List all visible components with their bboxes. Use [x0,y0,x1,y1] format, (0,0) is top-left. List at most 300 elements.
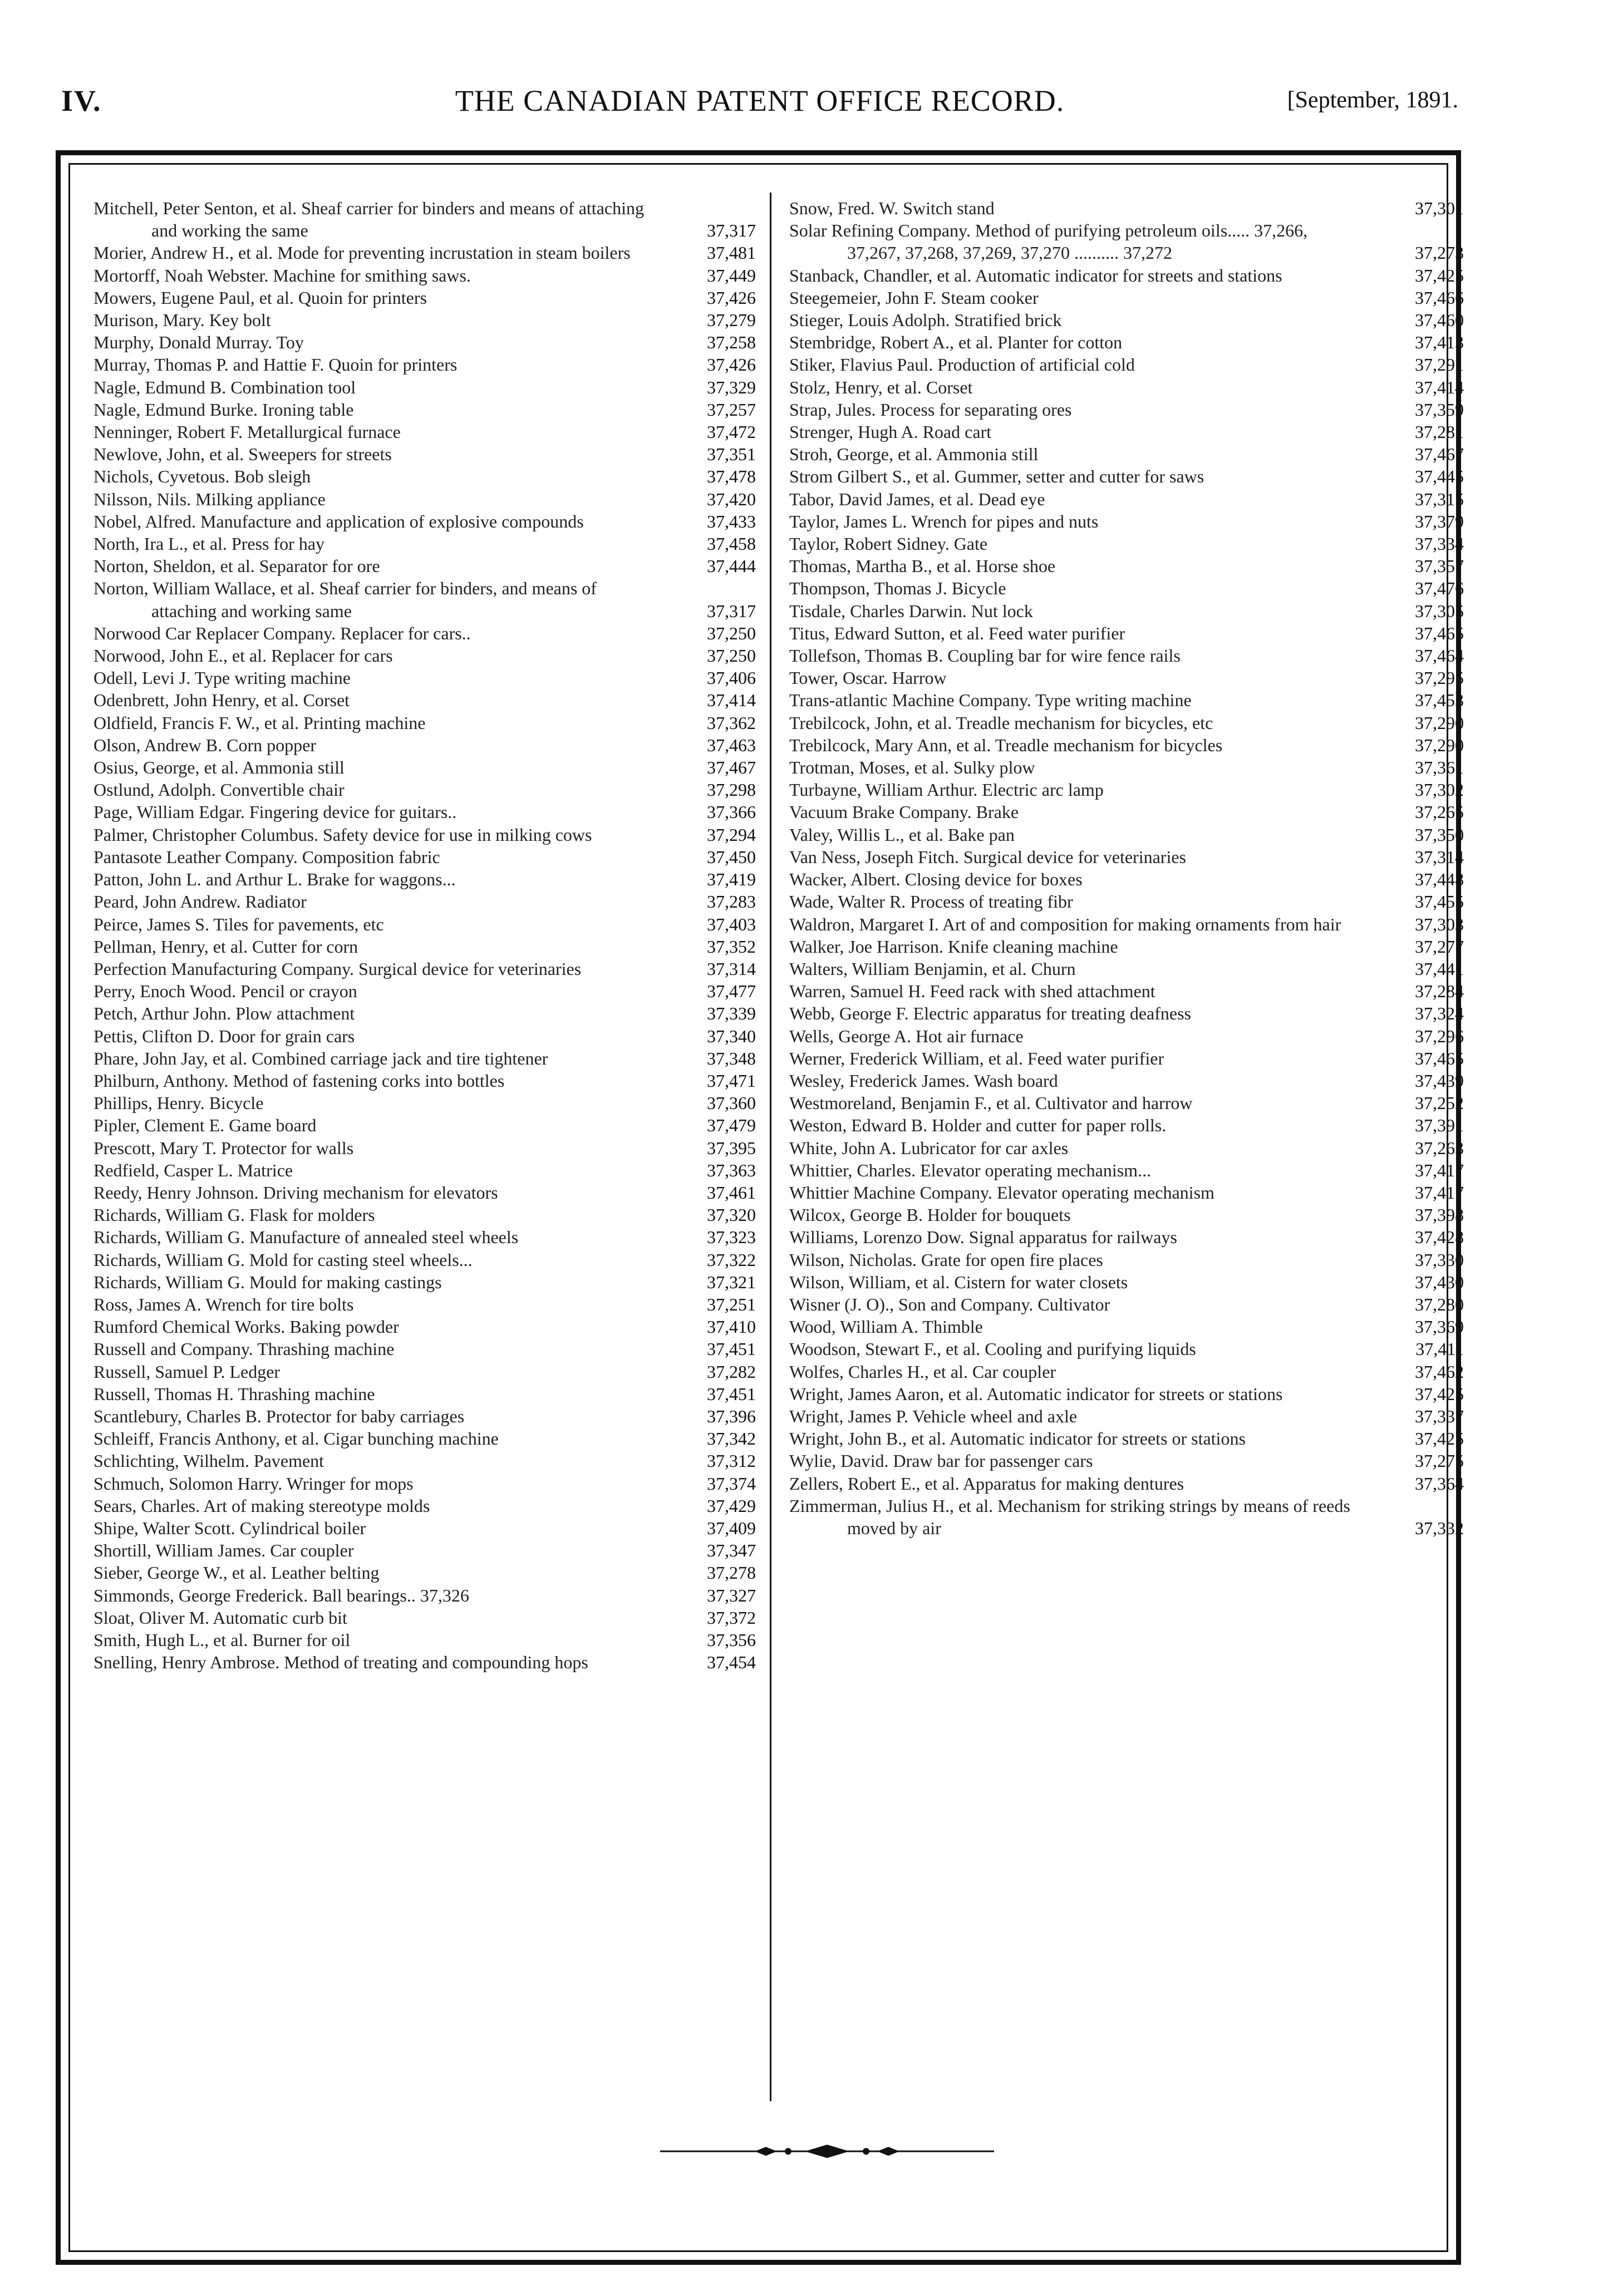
index-entry [94,353,756,376]
entry-text: Schmuch, Solomon Harry. Wringer for mops [94,1473,414,1494]
entry-text: Norwood, John E., et al. Replacer for cars [94,646,393,666]
entry-text: Wade, Walter R. Process of treating fibr [789,891,1073,912]
entry-text: Trebilcock, Mary Ann, et al. Treadle mechanism for bicycles [789,735,1223,755]
entry-text: Wood, William A. Thimble [789,1317,983,1337]
index-entry [94,1651,756,1673]
patent-number: 37,466 [1415,287,1464,308]
index-entry [789,1472,1464,1495]
entry-text: Perry, Enoch Wood. Pencil or crayon [94,981,357,1002]
issue-date: [September, 1891. [1287,87,1458,113]
entry-text: Woodson, Stewart F., et al. Cooling and purifying liquids [789,1339,1196,1359]
entry-text: Odenbrett, John Henry, et al. Corset [94,690,350,711]
index-entry [94,465,756,487]
patent-number: 37,337 [1415,1406,1464,1426]
patent-number: 37,478 [707,466,756,487]
entry-text: Sears, Charles. Art of making stereotype molds [94,1495,430,1516]
patent-number: 37,396 [707,1406,756,1426]
entry-text: Ross, James A. Wrench for tire bolts [94,1294,354,1314]
index-entry [789,1450,1464,1472]
entry-text: Wolfes, Charles H., et al. Car coupler [789,1361,1056,1382]
index-entry [94,197,756,242]
entry-text: Wright, James P. Vehicle wheel and axle [789,1406,1078,1426]
entry-text: Sloat, Oliver M. Automatic curb bit [94,1607,347,1628]
index-entry [94,756,756,779]
patent-number: 37,348 [707,1048,756,1068]
index-entry [94,242,756,264]
index-entry [94,622,756,644]
entry-text: Nagle, Edmund Burke. Ironing table [94,399,354,420]
index-entry [94,1070,756,1092]
index-entry [789,756,1464,779]
index-entry [94,264,756,287]
entry-text: Stanback, Chandler, et al. Automatic indicator for streets and stations [789,265,1282,285]
index-entry [94,801,756,823]
index-entry [789,488,1464,510]
entry-text: Trotman, Moses, et al. Sulky plow [789,757,1035,778]
publication-title: THE CANADIAN PATENT OFFICE RECORD. [455,84,1065,117]
patent-number: 37,439 [1415,1070,1464,1091]
entry-text: Murison, Mary. Key bolt [94,310,271,331]
entry-text: Titus, Edward Sutton, et al. Feed water purifier [789,623,1125,643]
entry-text: Mowers, Eugene Paul, et al. Quoin for printers [94,287,427,308]
patent-number: 37,317 [707,600,756,621]
index-entry [94,824,756,846]
index-entry [94,577,756,622]
entry-text: Solar Refining Company. Method of purifying petroleum oils..... 37,266, 37,267, 37,268, 37,269, 37,270 .......... 37,272 [789,220,1308,263]
patent-number: 37,465 [1415,623,1464,643]
index-entry [789,398,1464,421]
index-entry [789,913,1464,935]
index-entry [789,376,1464,398]
patent-number: 37,321 [707,1272,756,1292]
patent-number: 37,342 [707,1428,756,1449]
patent-number: 37,252 [1415,1093,1464,1113]
patent-number: 37,327 [707,1585,756,1605]
patent-number: 37,403 [707,914,756,934]
index-entry [94,1226,756,1248]
entry-text: Wisner (J. O)., Son and Company. Cultivator [789,1294,1110,1314]
entry-text: Norwood Car Replacer Company. Replacer for cars.. [94,623,471,643]
page-frame [56,150,1464,2265]
entry-text: Westmoreland, Benjamin F., et al. Cultivator and harrow [789,1093,1193,1113]
entry-text: Norton, Sheldon, et al. Separator for ore [94,556,380,577]
patent-number: 37,282 [707,1361,756,1382]
index-entry [789,1293,1464,1315]
patent-number: 37,410 [707,1317,756,1337]
patent-number: 37,317 [707,220,756,241]
inner-frame [68,163,1464,2252]
patent-number: 37,460 [1415,310,1464,331]
index-entry [94,331,756,353]
patent-number: 37,476 [1415,578,1464,599]
entry-text: Prescott, Mary T. Protector for walls [94,1137,354,1158]
patent-number: 37,426 [707,354,756,375]
index-entry [94,779,756,801]
index-entry [789,622,1464,644]
patent-number: 37,347 [707,1540,756,1561]
index-entry [94,510,756,533]
entry-text: Russell, Thomas H. Thrashing machine [94,1383,375,1404]
entry-text: Thomas, Martha B., et al. Horse shoe [789,556,1056,577]
index-entry [789,846,1464,868]
patent-number: 37,430 [1415,1272,1464,1292]
patent-number: 37,359 [1415,399,1464,420]
index-entry [789,1204,1464,1226]
page-header [61,83,1458,128]
patent-number: 37,351 [707,444,756,465]
index-entry [94,1293,756,1315]
entry-text: Whittier Machine Company. Elevator operating mechanism [789,1182,1214,1203]
entry-text: Schleiff, Francis Anthony, et al. Cigar bunching machine [94,1428,499,1449]
index-entry [789,1047,1464,1070]
index-entry [94,533,756,555]
index-entry [94,667,756,689]
index-entry [94,421,756,443]
entry-text: Nilsson, Nils. Milking appliance [94,489,326,509]
patent-number: 37,413 [1415,332,1464,353]
entry-text: Tisdale, Charles Darwin. Nut lock [789,600,1033,621]
left-column [94,197,756,1673]
index-entry [789,443,1464,465]
patent-number: 37,450 [707,846,756,867]
patent-number: 37,265 [1415,802,1464,822]
patent-number: 37,330 [1415,1249,1464,1270]
index-entry [789,465,1464,487]
entry-text: Tollefson, Thomas B. Coupling bar for wire fence rails [789,646,1181,666]
patent-number: 37,451 [707,1383,756,1404]
patent-number: 37,406 [707,668,756,688]
index-entry [789,1427,1464,1450]
index-entry [789,264,1464,287]
entry-text: Nagle, Edmund B. Combination tool [94,377,356,397]
index-entry [94,1338,756,1360]
index-entry [94,287,756,309]
patent-number: 37,356 [707,1630,756,1650]
ornament-divider [660,2140,994,2162]
patent-number: 37,303 [1415,914,1464,934]
entry-text: Turbayne, William Arthur. Electric arc lamp [789,780,1104,800]
entry-text: Peirce, James S. Tiles for pavements, etc [94,914,384,934]
patent-number: 37,449 [707,265,756,285]
index-entry [94,1629,756,1651]
index-entry [94,443,756,465]
patent-number: 37,352 [707,936,756,957]
index-entry [94,1271,756,1293]
entry-text: Shortill, William James. Car coupler [94,1540,354,1561]
index-entry [94,555,756,577]
patent-number: 37,445 [1415,466,1464,487]
patent-number: 37,290 [1415,712,1464,733]
entry-text: Pellman, Henry, et al. Cutter for corn [94,936,358,957]
right-column [789,197,1464,1539]
index-entry [94,1383,756,1405]
index-entry [789,935,1464,958]
entry-text: Taylor, James L. Wrench for pipes and nuts [789,511,1099,531]
patent-number: 37,461 [707,1182,756,1203]
index-entry [94,1450,756,1472]
patent-number: 37,332 [1415,1517,1464,1538]
index-entry [789,1114,1464,1136]
index-entry [789,197,1464,219]
index-entry [789,980,1464,1002]
patent-number: 37,257 [707,399,756,420]
entry-text: Philburn, Anthony. Method of fastening corks into bottles [94,1070,505,1091]
patent-number: 37,444 [707,556,756,577]
patent-number: 37,409 [707,1517,756,1538]
index-entry [789,510,1464,533]
index-entry [789,1495,1464,1539]
index-entry [94,1047,756,1070]
entry-text: Wacker, Albert. Closing device for boxes [789,869,1083,890]
index-entry [789,644,1464,667]
index-entry [789,1025,1464,1047]
entry-text: Nobel, Alfred. Manufacture and application of explosive compounds [94,511,584,531]
index-entry [94,376,756,398]
index-entry [789,824,1464,846]
patent-number: 37,458 [707,534,756,554]
index-entry [789,689,1464,711]
patent-number: 37,283 [707,891,756,912]
entry-text: Shipe, Walter Scott. Cylindrical boiler [94,1517,366,1538]
index-entry [94,890,756,913]
entry-text: Nenninger, Robert F. Metallurgical furnace [94,422,401,442]
patent-number: 37,324 [1415,1003,1464,1024]
entry-text: North, Ira L., et al. Press for hay [94,534,324,554]
entry-text: Whittier, Charles. Elevator operating mechanism... [789,1160,1152,1180]
patent-number: 37,391 [1415,1115,1464,1136]
entry-text: Williams, Lorenzo Dow. Signal apparatus for railways [789,1227,1177,1248]
patent-number: 37,425 [1415,1428,1464,1449]
entry-text: Zimmerman, Julius H., et al. Mechanism for striking strings by means of reeds moved by air [789,1495,1350,1538]
index-entry [789,600,1464,622]
index-entry [789,1249,1464,1271]
index-entry [94,1025,756,1047]
index-entry [94,980,756,1002]
index-entry [789,309,1464,331]
entry-text: Russell, Samuel P. Ledger [94,1361,281,1382]
entry-text: Werner, Frederick William, et al. Feed water purifier [789,1048,1164,1068]
patent-number: 37,302 [1415,780,1464,800]
index-entry [789,577,1464,599]
entry-text: Vacuum Brake Company. Brake [789,802,1019,822]
entry-text: Wilcox, George B. Holder for bouquets [789,1205,1071,1225]
entry-text: Strenger, Hugh A. Road cart [789,422,992,442]
entry-text: Wright, John B., et al. Automatic indicator for streets or stations [789,1428,1246,1449]
patent-number: 37,275 [1415,1451,1464,1471]
index-entry [94,1539,756,1561]
patent-number: 37,417 [1415,1182,1464,1203]
entry-text: Warren, Samuel H. Feed rack with shed attachment [789,981,1155,1002]
entry-text: Ostlund, Adolph. Convertible chair [94,780,345,800]
entry-text: Steegemeier, John F. Steam cooker [789,287,1039,308]
patent-number: 37,455 [1415,891,1464,912]
entry-text: Richards, William G. Mould for making castings [94,1272,442,1292]
patent-number: 37,360 [707,1093,756,1113]
patent-number: 37,301 [1415,198,1464,218]
patent-number: 37,420 [707,489,756,509]
entry-text: Pipler, Clement E. Game board [94,1115,317,1136]
index-entry [94,1607,756,1629]
patent-number: 37,454 [707,1652,756,1673]
index-entry [789,667,1464,689]
index-entry [94,1204,756,1226]
entry-text: Smith, Hugh L., et al. Burner for oil [94,1630,351,1650]
entry-text: Rumford Chemical Works. Baking powder [94,1317,399,1337]
index-entry [789,353,1464,376]
entry-text: Murphy, Donald Murray. Toy [94,332,304,353]
entry-text: Simmonds, George Frederick. Ball bearings.. 37,326 [94,1585,469,1605]
entry-text: Walters, William Benjamin, et al. Churn [789,958,1076,979]
entry-text: Wells, George A. Hot air furnace [789,1026,1024,1046]
page-number: IV. [61,84,102,117]
index-entry [789,1405,1464,1427]
patent-number: 37,291 [1415,354,1464,375]
index-entry [789,712,1464,734]
index-entry [789,779,1464,801]
column-divider [770,193,771,2101]
index-entry [94,1114,756,1136]
index-entry [94,1561,756,1584]
index-entry [789,1092,1464,1114]
patent-number: 37,479 [707,1115,756,1136]
patent-number: 37,314 [707,958,756,979]
patent-number: 37,425 [1415,265,1464,285]
patent-number: 37,329 [707,377,756,397]
index-entry [94,1472,756,1495]
index-entry [789,1226,1464,1248]
patent-number: 37,340 [707,1026,756,1046]
entry-text: Wilson, Nicholas. Grate for open fire places [789,1249,1103,1270]
patent-number: 37,462 [1415,1361,1464,1382]
entry-text: Richards, William G. Mold for casting steel wheels... [94,1249,473,1270]
patent-number: 37,395 [707,1137,756,1158]
entry-text: Wilson, William, et al. Cistern for water closets [789,1272,1128,1292]
patent-number: 37,467 [1415,444,1464,465]
entry-text: White, John A. Lubricator for car axles [789,1137,1069,1158]
index-entry [94,846,756,868]
patent-number: 37,465 [1415,1048,1464,1068]
patent-number: 37,428 [1415,1227,1464,1248]
entry-text: Snelling, Henry Ambrose. Method of treating and compounding hops [94,1652,588,1673]
index-entry [789,533,1464,555]
entry-text: Phare, John Jay, et al. Combined carriage jack and tire tightener [94,1048,548,1068]
patent-number: 37,290 [1415,735,1464,755]
entry-text: Reedy, Henry Johnson. Driving mechanism for elevators [94,1182,498,1203]
patent-number: 37,294 [707,824,756,845]
entry-text: Patton, John L. and Arthur L. Brake for waggons... [94,869,456,890]
index-entry [94,1181,756,1204]
entry-text: Zellers, Robert E., et al. Apparatus for making dentures [789,1473,1184,1494]
entry-text: Thompson, Thomas J. Bicycle [789,578,1006,599]
index-entry [94,1315,756,1338]
index-entry [94,913,756,935]
index-entry [94,1092,756,1114]
index-entry [94,1137,756,1159]
patent-number: 37,411 [1415,1339,1464,1359]
patent-number: 37,315 [1415,489,1464,509]
patent-number: 37,357 [1415,556,1464,577]
patent-number: 37,429 [707,1495,756,1516]
patent-number: 37,305 [1415,600,1464,621]
patent-number: 37,362 [707,712,756,733]
index-entry [789,1002,1464,1024]
index-entry [94,1584,756,1607]
index-entry [789,1159,1464,1181]
index-entry [94,1405,756,1427]
entry-text: Richards, William G. Flask for molders [94,1205,375,1225]
patent-number: 37,258 [707,332,756,353]
entry-text: Valey, Willis L., et al. Bake pan [789,824,1015,845]
index-entry [94,689,756,711]
entry-text: Morier, Andrew H., et al. Mode for preventing incrustation in steam boilers [94,243,631,263]
entry-text: Van Ness, Joseph Fitch. Surgical device for veterinaries [789,846,1186,867]
index-entry [94,958,756,980]
entry-text: Strap, Jules. Process for separating ores [789,399,1072,420]
patent-number: 37,441 [1415,958,1464,979]
patent-number: 37,281 [1415,422,1464,442]
patent-number: 37,414 [707,690,756,711]
entry-text: Stiker, Flavius Paul. Production of artificial cold [789,354,1135,375]
entry-text: Olson, Andrew B. Corn popper [94,735,316,755]
patent-number: 37,361 [1415,757,1464,778]
patent-number: 37,372 [707,1607,756,1628]
patent-number: 37,314 [1415,846,1464,867]
patent-number: 37,366 [707,802,756,822]
entry-text: Perfection Manufacturing Company. Surgical device for veterinaries [94,958,582,979]
entry-text: Strom Gilbert S., et al. Gummer, setter and cutter for saws [789,466,1204,487]
patent-number: 37,279 [707,310,756,331]
index-entry [789,734,1464,756]
index-entry [94,1427,756,1450]
entry-text: Oldfield, Francis F. W., et al. Printing machine [94,712,426,733]
entry-text: Sieber, George W., et al. Leather belting [94,1563,380,1583]
patent-number: 37,453 [1415,690,1464,711]
entry-text: Taylor, Robert Sidney. Gate [789,534,988,554]
patent-number: 37,379 [1415,511,1464,531]
patent-number: 37,280 [1415,1294,1464,1314]
entry-text: Peard, John Andrew. Radiator [94,891,307,912]
index-entry [789,958,1464,980]
index-entry [94,398,756,421]
entry-text: Walker, Joe Harrison. Knife cleaning machine [789,936,1118,957]
patent-number: 37,334 [1415,534,1464,554]
patent-number: 37,263 [1415,1137,1464,1158]
patent-number: 37,398 [1415,1205,1464,1225]
index-entry [789,219,1464,264]
index-entry [94,1249,756,1271]
entry-text: Odell, Levi J. Type writing machine [94,668,351,688]
index-entry [789,555,1464,577]
index-entry [94,1495,756,1517]
index-entry [789,868,1464,890]
patent-number: 37,426 [707,287,756,308]
entry-text: Trans-atlantic Machine Company. Type writing machine [789,690,1192,711]
patent-number: 37,472 [707,422,756,442]
patent-number: 37,464 [1415,646,1464,666]
patent-number: 37,477 [707,981,756,1002]
patent-number: 37,451 [707,1339,756,1359]
entry-text: Tower, Oscar. Harrow [789,668,947,688]
index-entry [789,1383,1464,1405]
entry-text: Russell and Company. Thrashing machine [94,1339,395,1359]
entry-text: Wright, James Aaron, et al. Automatic indicator for streets or stations [789,1383,1283,1404]
patent-number: 37,322 [707,1249,756,1270]
patent-number: 37,433 [707,511,756,531]
entry-text: Phillips, Henry. Bicycle [94,1093,264,1113]
index-entry [789,287,1464,309]
index-entry [94,1002,756,1024]
entry-text: Redfield, Casper L. Matrice [94,1160,293,1180]
